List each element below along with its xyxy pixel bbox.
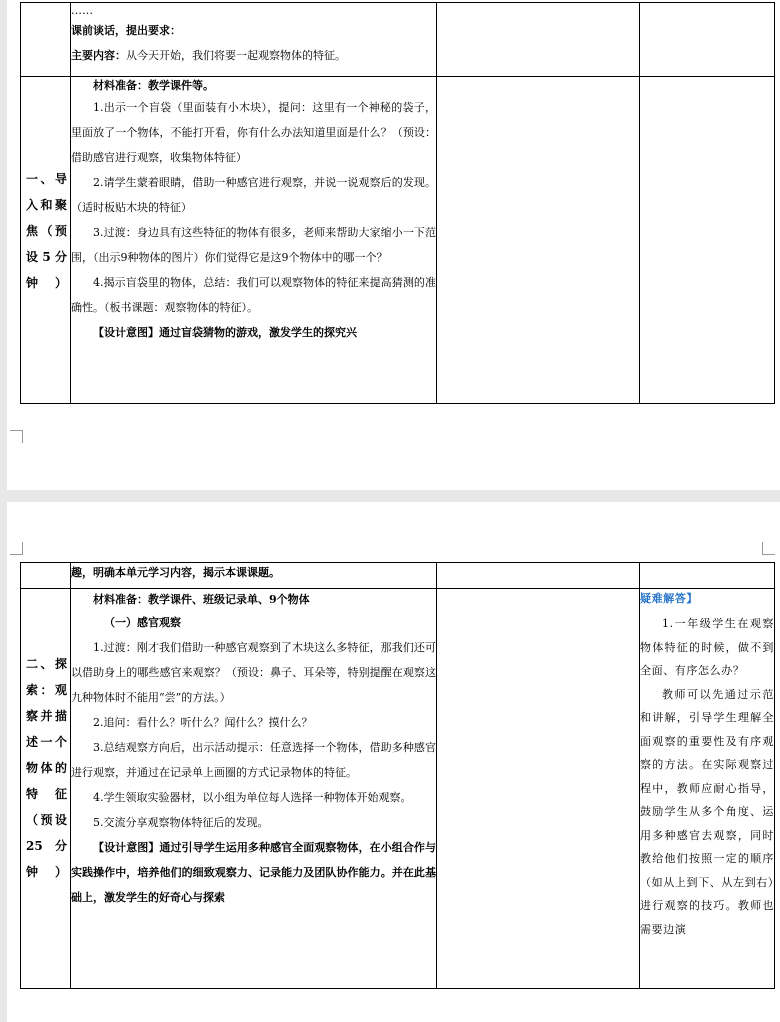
materials-line: 材料准备：教学课件等。: [93, 79, 214, 92]
step-paragraph: 1.出示一个盲袋（里面装有小木块），提问：这里有一个神秘的袋子，里面放了一个物体，不能打开看，你有什么办法知道里面是什么？（预设：借助感官进行观察，收集物体特征）: [71, 101, 436, 164]
document-page-1: [7, 0, 780, 490]
empty-cell: [640, 563, 775, 589]
step-paragraph: 3.总结观察方向后，出示活动提示：任意选择一个物体，借助多种感官进行观察，并通过在记录单上画圈的方式记录物体的特征。: [71, 741, 436, 779]
table-row: [21, 563, 775, 589]
intro-talk-cell: [71, 3, 437, 77]
step-paragraph: 4.揭示盲袋里的物体，总结：我们可以观察物体的特征来提高猜测的准确性。（板书课题：观察物体的特征）。: [71, 276, 436, 314]
activity-cell: [71, 77, 437, 404]
step-paragraph: 2.请学生蒙着眼睛，借助一种感官进行观察，并说一说观察后的发现。（适时板贴木块的特征）: [71, 176, 436, 214]
phase-cell: [21, 77, 71, 404]
phase-cell-empty: [21, 3, 71, 77]
design-intent-line: 【设计意图】通过盲袋猜物的游戏，激发学生的探究兴: [93, 326, 357, 339]
crop-mark: [762, 542, 775, 555]
lesson-table-page-2: [20, 562, 775, 989]
main-content-label: 主要内容：: [71, 49, 126, 62]
phase-cell: [21, 589, 71, 989]
continued-intent-cell: [71, 563, 437, 589]
design-intent-paragraph: 【设计意图】通过引导学生运用多种感官全面观察物体，在小组合作与实践操作中，培养他们的细致观察力、记录能力及团队协作能力。并在此基础上，激发学生的好奇心与探索: [71, 841, 436, 904]
empty-cell: [437, 3, 640, 77]
table-row: [21, 3, 775, 77]
step-paragraph: 1.过渡：刚才我们借助一种感官观察到了木块这么多特征，那我们还可以借助身上的哪些感官来观察？（预设：鼻子、耳朵等，特别提醒在观察这九种物体时不能用“尝”的方法。）: [71, 641, 436, 704]
continued-intent-text: 趣，明确本单元学习内容，揭示本课课题。: [71, 566, 280, 579]
lesson-table-page-1: [20, 2, 775, 404]
table-row: [21, 77, 775, 404]
empty-cell: [640, 3, 775, 77]
phase-cell-empty: [21, 563, 71, 589]
main-content-text: 从今天开始，我们将要一起观察物体的特征。: [126, 49, 346, 62]
qa-answer: 教师可以先通过示范和讲解，引导学生理解全面观察的重要性及有序观察的方法。在实际观察过程中，教师应耐心指导，鼓励学生从多个角度、运用多种感官去观察，同时教给他们按照一定的顺序（如从上到下、从左到右）进行观察的技巧。教师也需要边演: [640, 687, 774, 936]
ellipsis-line: ……: [71, 4, 93, 17]
table-row: [21, 589, 775, 989]
empty-cell: [437, 589, 640, 989]
step-paragraph: 4.学生领取实验器材，以小组为单位每人选择一种物体开始观察。: [93, 791, 412, 804]
empty-cell: [437, 563, 640, 589]
step-paragraph: 2.追问：看什么？听什么？闻什么？摸什么？: [93, 716, 313, 729]
phase-title-2: 二、探索：观察并描述一个物体的特征（预设25分钟）: [26, 656, 67, 879]
materials-line: 材料准备：教学课件、班级记录单、9个物体: [93, 593, 310, 606]
qa-cell: [640, 589, 775, 989]
crop-mark: [10, 542, 23, 555]
main-content-line: [71, 43, 436, 69]
qa-heading: 疑难解答】: [640, 592, 698, 605]
empty-cell: [640, 77, 775, 404]
document-page-2: [7, 502, 780, 1022]
intro-talk-heading: 课前谈话，提出要求：: [71, 24, 181, 37]
empty-cell: [437, 77, 640, 404]
phase-title-1: 一、导入和聚焦（预设5分钟）: [26, 172, 67, 290]
activity-cell: [71, 589, 437, 989]
section-heading: （一）感官观察: [104, 616, 181, 629]
qa-question: 1.一年级学生在观察物体特征的时候，做不到全面、有序怎么办？: [640, 617, 774, 677]
crop-mark: [10, 430, 23, 443]
step-paragraph: 3.过渡：身边具有这些特征的物体有很多，老师来帮助大家缩小一下范围，（出示9种物体的图片）你们觉得它是这9个物体中的哪一个？: [71, 226, 436, 264]
step-paragraph: 5.交流分享观察物体特征后的发现。: [93, 816, 269, 829]
